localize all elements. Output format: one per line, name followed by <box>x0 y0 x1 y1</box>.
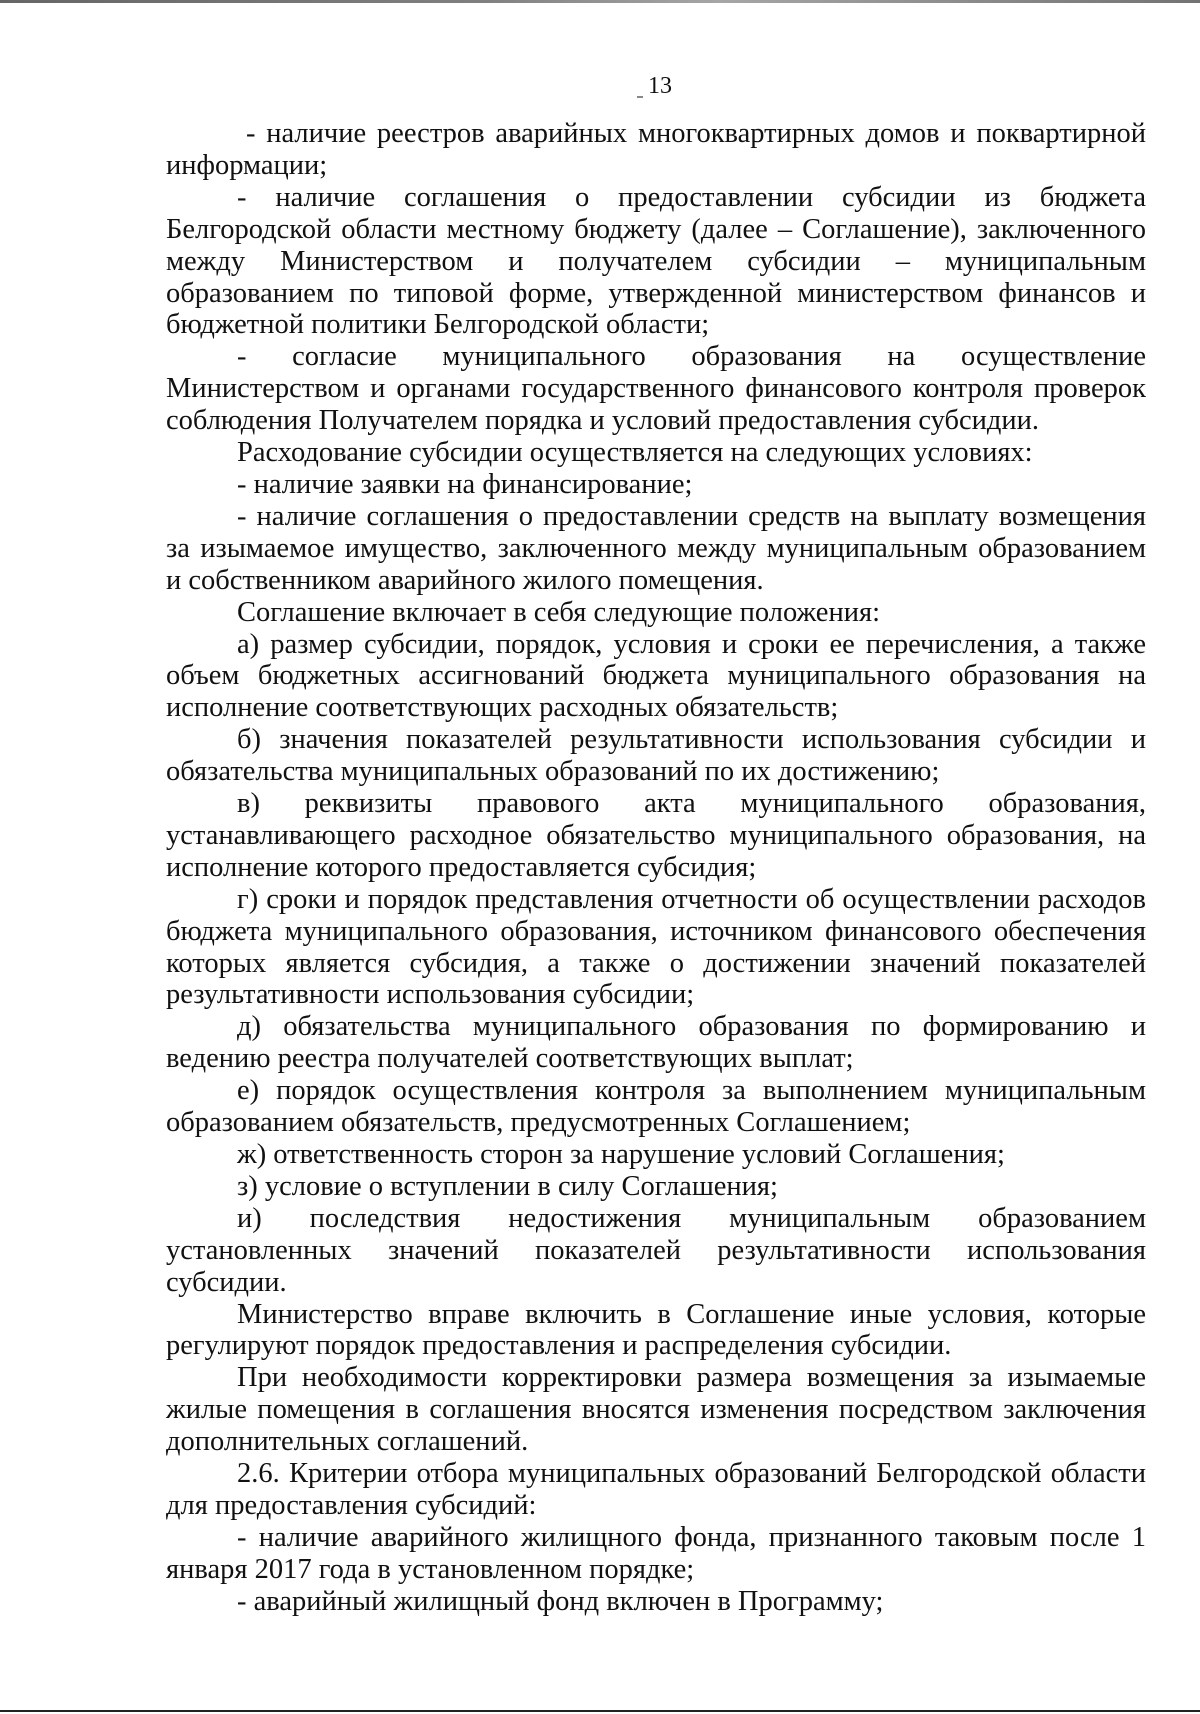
paragraph-7: Соглашение включает в себя следующие положения: <box>237 596 880 628</box>
paragraph-15: з) условие о вступлении в силу Соглашения; <box>237 1170 778 1202</box>
paragraph-6: - наличие соглашения о предоставлении средств на выплату возмещения за изымаемое имущество, заключенного между муниципальным образованием и собственником аварийного жилого помещения. <box>166 500 1146 596</box>
paragraph-19: 2.6. Критерии отбора муниципальных образований Белгородской области для предоставления субсидий: <box>166 1458 1146 1521</box>
page-number: 13 <box>648 73 672 99</box>
paragraph-5: - наличие заявки на финансирование; <box>237 468 693 500</box>
paragraph-16: и) последствия недостижения муниципальным образованием установленных значений показателей результативности использования субсидии. <box>166 1202 1146 1298</box>
paragraph-10: в) реквизиты правового акта муниципального образования, устанавливающего расходное обязательство муниципального образования, на исполнение которого предоставляется субсидия; <box>166 788 1146 883</box>
paragraph-3: - согласие муниципального образования на осуществление Министерством и органами государственного финансового контроля проверок соблюдения Получателем порядка и условий предоставления субсидии. <box>166 341 1146 437</box>
paragraph-2: - наличие соглашения о предоставлении субсидии из бюджета Белгородской области местному бюджету (далее – Соглашение), заключенного между Министерством и получателем субсидии – муниципальным образованием по типовой форме, утвержденной министерством финансов и бюджетной политики Белгородской области; <box>166 181 1146 341</box>
paragraph-4: Расходование субсидии осуществляется на следующих условиях: <box>237 437 1033 469</box>
paragraph-18: При необходимости корректировки размера возмещения за изымаемые жилые помещения в соглашения вносятся изменения посредством заключения дополнительных соглашений. <box>166 1362 1146 1458</box>
paragraph-14: ж) ответственность сторон за нарушение условий Соглашения; <box>237 1139 1005 1170</box>
paragraph-12: д) обязательства муниципального образования по формированию и ведению реестра получателей соответствующих выплат; <box>166 1011 1146 1075</box>
scan-speck <box>637 96 643 98</box>
paragraph-9: б) значения показателей результативности использования субсидии и обязательства муниципальных образований по их достижению; <box>166 724 1146 788</box>
scan-edge-top <box>0 0 1200 3</box>
document-body <box>166 118 1146 1618</box>
paragraph-17: Министерство вправе включить в Соглашение иные условия, которые регулируют порядок предоставления и распределения субсидии. <box>166 1298 1146 1362</box>
paragraph-20: - наличие аварийного жилищного фонда, признанного таковым после 1 января 2017 года в установленном порядке; <box>166 1521 1146 1585</box>
paragraph-21: - аварийный жилищный фонд включен в Программу; <box>237 1585 884 1617</box>
paragraph-11: г) сроки и порядок представления отчетности об осуществлении расходов бюджета муниципального образования, источником финансового обеспечения которых является субсидия, а также о достижении значений показателей результативности использования субсидии; <box>166 883 1146 1011</box>
scan-edge-bottom <box>0 1710 1200 1712</box>
paragraph-13: е) порядок осуществления контроля за выполнением муниципальным образованием обязательств, предусмотренных Соглашением; <box>166 1075 1146 1139</box>
paragraph-8: а) размер субсидии, порядок, условия и сроки ее перечисления, а также объем бюджетных ассигнований бюджета муниципального образования на исполнение соответствующих расходных обязательств; <box>166 628 1146 724</box>
paragraph-1: - наличие реестров аварийных многоквартирных домов и поквартирной информации; <box>166 118 1146 181</box>
